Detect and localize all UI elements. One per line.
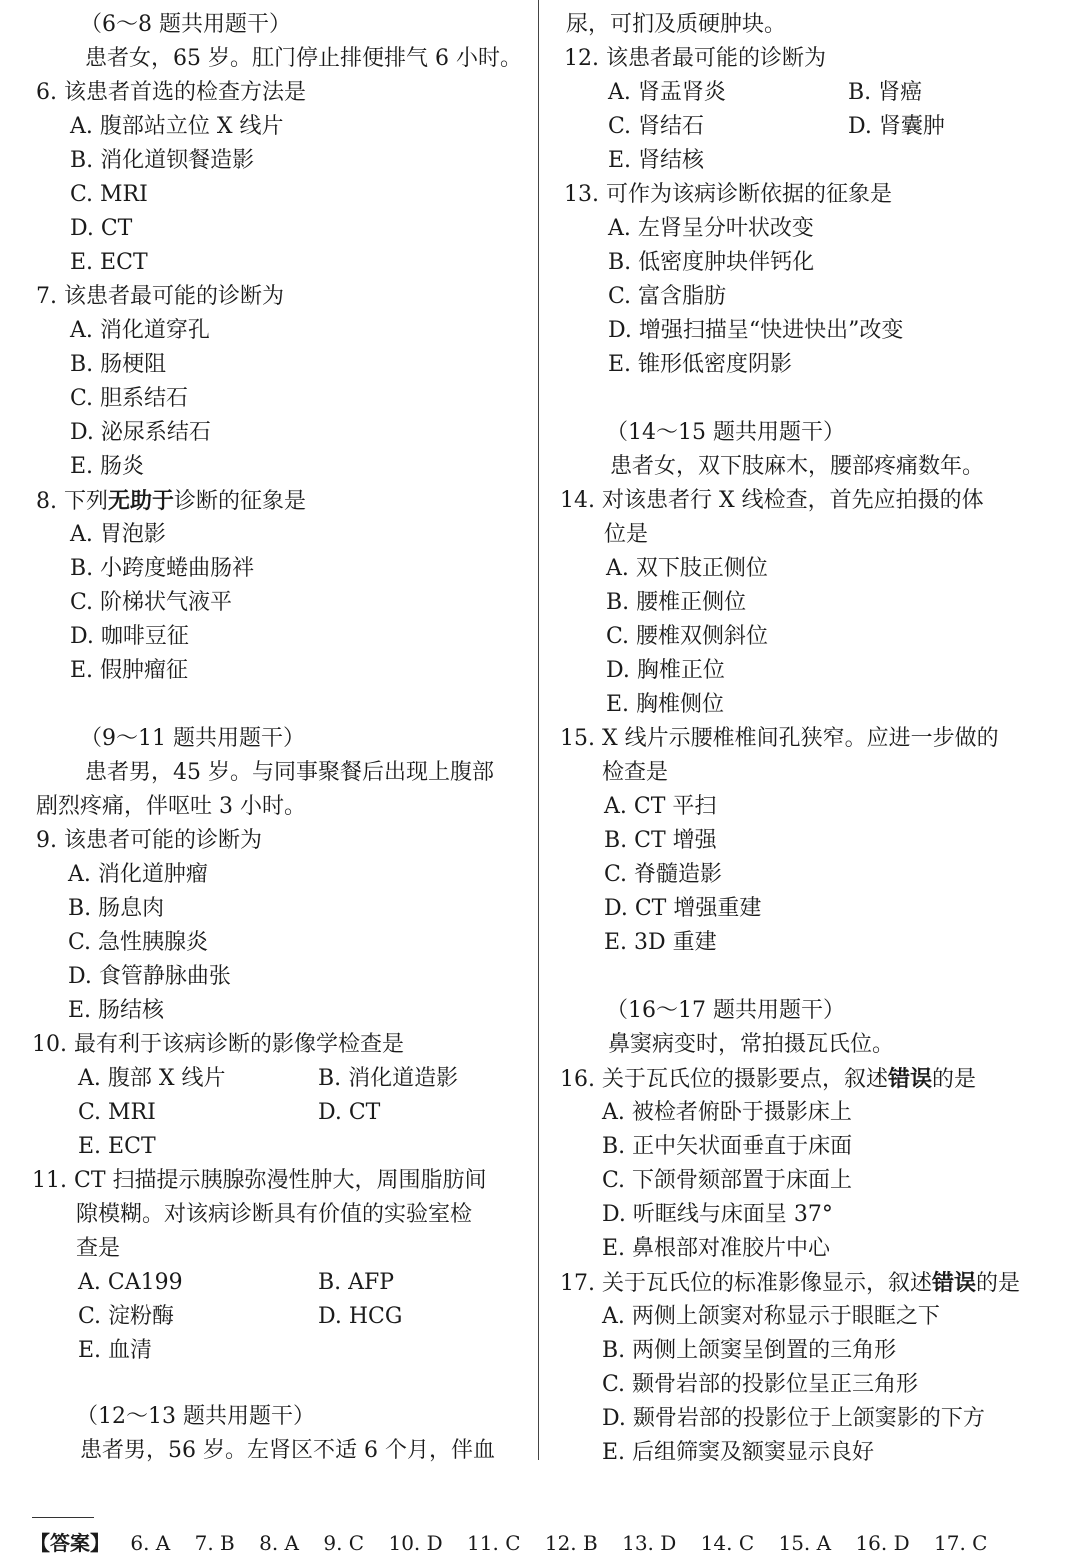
q17-prefix: 17. 关于瓦氏位的标准影像显示，叙述 (560, 1271, 932, 1296)
answer-item: 8. A (259, 1531, 299, 1555)
q16-suffix: 的是 (932, 1067, 977, 1092)
q7-option-e: E. 肠炎 (70, 454, 145, 479)
q12-options-row2 (608, 110, 1060, 144)
question-6: 6. 该患者首选的检查方法是 (36, 80, 306, 105)
q11-option-e: E. 血清 (78, 1338, 153, 1363)
question-15-line2: 检查是 (602, 760, 669, 785)
q16-option-e: E. 鼻根部对准胶片中心 (602, 1236, 831, 1261)
question-13: 13. 可作为该病诊断依据的征象是 (564, 182, 892, 207)
question-8 (36, 484, 535, 518)
question-14-line2: 位是 (604, 522, 649, 547)
answer-item: 9. C (323, 1531, 365, 1555)
q10-option-d: D. CT (318, 1100, 381, 1125)
q9-option-d: D. 食管静脉曲张 (68, 964, 231, 989)
q14-option-c: C. 腰椎双侧斜位 (606, 624, 769, 649)
q17-option-b: B. 两侧上颌窦呈倒置的三角形 (602, 1338, 897, 1363)
q11-option-c: C. 淀粉酶 (78, 1304, 175, 1329)
question-9: 9. 该患者可能的诊断为 (36, 828, 262, 853)
stem-text-16-17: 鼻窦病变时，常拍摄瓦氏位。 (608, 1032, 895, 1057)
q8-suffix: 诊断的征象是 (174, 489, 307, 514)
q16-option-d: D. 听眶线与床面呈 37° (602, 1202, 833, 1227)
stem-heading-12-13: （12～13 题共用题干） (76, 1404, 315, 1429)
q16-option-a: A. 被检者俯卧于摄影床上 (602, 1100, 852, 1125)
q14-option-d: D. 胸椎正位 (606, 658, 725, 683)
answer-item: 6. A (130, 1531, 171, 1555)
q15-option-e: E. 3D 重建 (604, 930, 717, 955)
q17-option-a: A. 两侧上颌窦对称显示于眼眶之下 (602, 1304, 940, 1329)
q8-emphasis: 无助于 (107, 488, 174, 514)
question-15-line1: 15. X 线片示腰椎椎间孔狭窄。应进一步做的 (560, 726, 999, 751)
answer-item: 13. D (622, 1531, 677, 1555)
q17-option-e: E. 后组筛窦及额窦显示良好 (602, 1440, 875, 1465)
q15-option-d: D. CT 增强重建 (604, 896, 762, 921)
question-11-line1: 11. CT 扫描提示胰腺弥漫性肿大，周围脂肪间 (32, 1168, 487, 1193)
q10-options-row2 (78, 1096, 535, 1130)
q6-option-e: E. ECT (70, 250, 148, 275)
q8-option-a: A. 胃泡影 (70, 522, 166, 547)
q16-option-b: B. 正中矢状面垂直于床面 (602, 1134, 853, 1159)
q7-option-b: B. 肠梗阻 (70, 352, 167, 377)
q12-option-c: C. 肾结石 (608, 114, 705, 139)
q8-prefix: 8. 下列 (36, 489, 108, 514)
q8-option-b: B. 小跨度蜷曲肠袢 (70, 556, 255, 581)
question-7: 7. 该患者最可能的诊断为 (36, 284, 284, 309)
q14-option-e: E. 胸椎侧位 (606, 692, 725, 717)
q10-option-b: B. 消化道造影 (318, 1066, 459, 1091)
q6-option-d: D. CT (70, 216, 133, 241)
question-11-line2: 隙模糊。对该病诊断具有价值的实验室检 (76, 1202, 473, 1227)
q11-options-row1 (78, 1266, 535, 1300)
q6-option-a: A. 腹部站立位 X 线片 (70, 114, 284, 139)
question-16 (560, 1062, 1060, 1096)
q12-options-row1 (608, 76, 1060, 110)
q17-option-c: C. 颞骨岩部的投影位呈正三角形 (602, 1372, 919, 1397)
q8-option-e: E. 假肿瘤征 (70, 658, 189, 683)
answer-label: 【答案】 (30, 1531, 110, 1555)
q17-suffix: 的是 (976, 1271, 1021, 1296)
q6-option-b: B. 消化道钡餐造影 (70, 148, 255, 173)
q15-option-b: B. CT 增强 (604, 828, 717, 853)
answer-item: 7. B (194, 1531, 235, 1555)
stem-text-6-8: 患者女，65 岁。肛门停止排便排气 6 小时。 (85, 46, 522, 71)
q7-option-a: A. 消化道穿孔 (70, 318, 210, 343)
q13-option-b: B. 低密度肿块伴钙化 (608, 250, 815, 275)
stem-heading-14-15: （14～15 题共用题干） (606, 420, 845, 445)
stem-text-12-13-line2: 尿，可扪及质硬肿块。 (566, 12, 787, 37)
stem-heading-6-8: （6～8 题共用题干） (80, 12, 291, 37)
answer-item: 12. B (544, 1531, 598, 1555)
answer-key (30, 1527, 1070, 1559)
q12-option-e: E. 肾结核 (608, 148, 705, 173)
q7-option-d: D. 泌尿系结石 (70, 420, 211, 445)
q10-option-c: C. MRI (78, 1100, 156, 1125)
stem-text-9-11-line1: 患者男，45 岁。与同事聚餐后出现上腹部 (85, 760, 494, 785)
q16-option-c: C. 下颌骨颏部置于床面上 (602, 1168, 853, 1193)
answer-item: 14. C (700, 1531, 755, 1555)
q9-option-e: E. 肠结核 (68, 998, 165, 1023)
q14-option-a: A. 双下肢正侧位 (606, 556, 768, 581)
q12-option-a: A. 肾盂肾炎 (608, 80, 726, 105)
q10-options-row1 (78, 1062, 535, 1096)
stem-heading-16-17: （16～17 题共用题干） (606, 998, 845, 1023)
q13-option-d: D. 增强扫描呈“快进快出”改变 (608, 318, 904, 343)
q11-option-b: B. AFP (318, 1270, 395, 1295)
q9-option-a: A. 消化道肿瘤 (68, 862, 208, 887)
answer-item: 11. C (467, 1531, 521, 1555)
question-14-line1: 14. 对该患者行 X 线检查，首先应拍摄的体 (560, 488, 984, 513)
stem-text-14-15: 患者女，双下肢麻木，腰部疼痛数年。 (610, 454, 985, 479)
q17-emphasis: 错误 (931, 1270, 976, 1296)
stem-heading-9-11: （9～11 题共用题干） (80, 726, 305, 751)
stem-text-9-11-line2: 剧烈疼痛，伴呕吐 3 小时。 (36, 794, 306, 819)
q9-option-c: C. 急性胰腺炎 (68, 930, 209, 955)
column-divider (538, 0, 539, 1460)
q11-option-a: A. CA199 (78, 1270, 183, 1295)
q14-option-b: B. 腰椎正侧位 (606, 590, 747, 615)
q17-option-d: D. 颞骨岩部的投影位于上颌窦影的下方 (602, 1406, 985, 1431)
q11-option-d: D. HCG (318, 1304, 403, 1329)
q8-option-c: C. 阶梯状气液平 (70, 590, 233, 615)
q15-option-a: A. CT 平扫 (604, 794, 717, 819)
q9-option-b: B. 肠息肉 (68, 896, 165, 921)
question-12: 12. 该患者最可能的诊断为 (564, 46, 826, 71)
q16-emphasis: 错误 (887, 1066, 932, 1092)
q15-option-c: C. 脊髓造影 (604, 862, 723, 887)
q13-option-c: C. 富含脂肪 (608, 284, 727, 309)
q7-option-c: C. 胆系结石 (70, 386, 189, 411)
answer-item: 15. A (778, 1531, 832, 1555)
question-10: 10. 最有利于该病诊断的影像学检查是 (32, 1032, 404, 1057)
q10-option-a: A. 腹部 X 线片 (78, 1066, 226, 1091)
answer-item: 10. D (388, 1531, 443, 1555)
question-11-line3: 查是 (76, 1236, 121, 1261)
q13-option-e: E. 锥形低密度阴影 (608, 352, 793, 377)
q12-option-b: B. 肾癌 (848, 80, 923, 105)
answer-item: 16. D (855, 1531, 910, 1555)
q16-prefix: 16. 关于瓦氏位的摄影要点，叙述 (560, 1067, 888, 1092)
answer-rule (32, 1517, 94, 1518)
question-17 (560, 1266, 1060, 1300)
q11-options-row2 (78, 1300, 535, 1334)
q12-option-d: D. 肾囊肿 (848, 114, 945, 139)
q10-option-e: E. ECT (78, 1134, 156, 1159)
stem-text-12-13-line1: 患者男，56 岁。左肾区不适 6 个月，伴血 (80, 1438, 495, 1463)
q6-option-c: C. MRI (70, 182, 148, 207)
q13-option-a: A. 左肾呈分叶状改变 (608, 216, 814, 241)
answer-item: 17. C (934, 1531, 988, 1555)
q8-option-d: D. 咖啡豆征 (70, 624, 189, 649)
